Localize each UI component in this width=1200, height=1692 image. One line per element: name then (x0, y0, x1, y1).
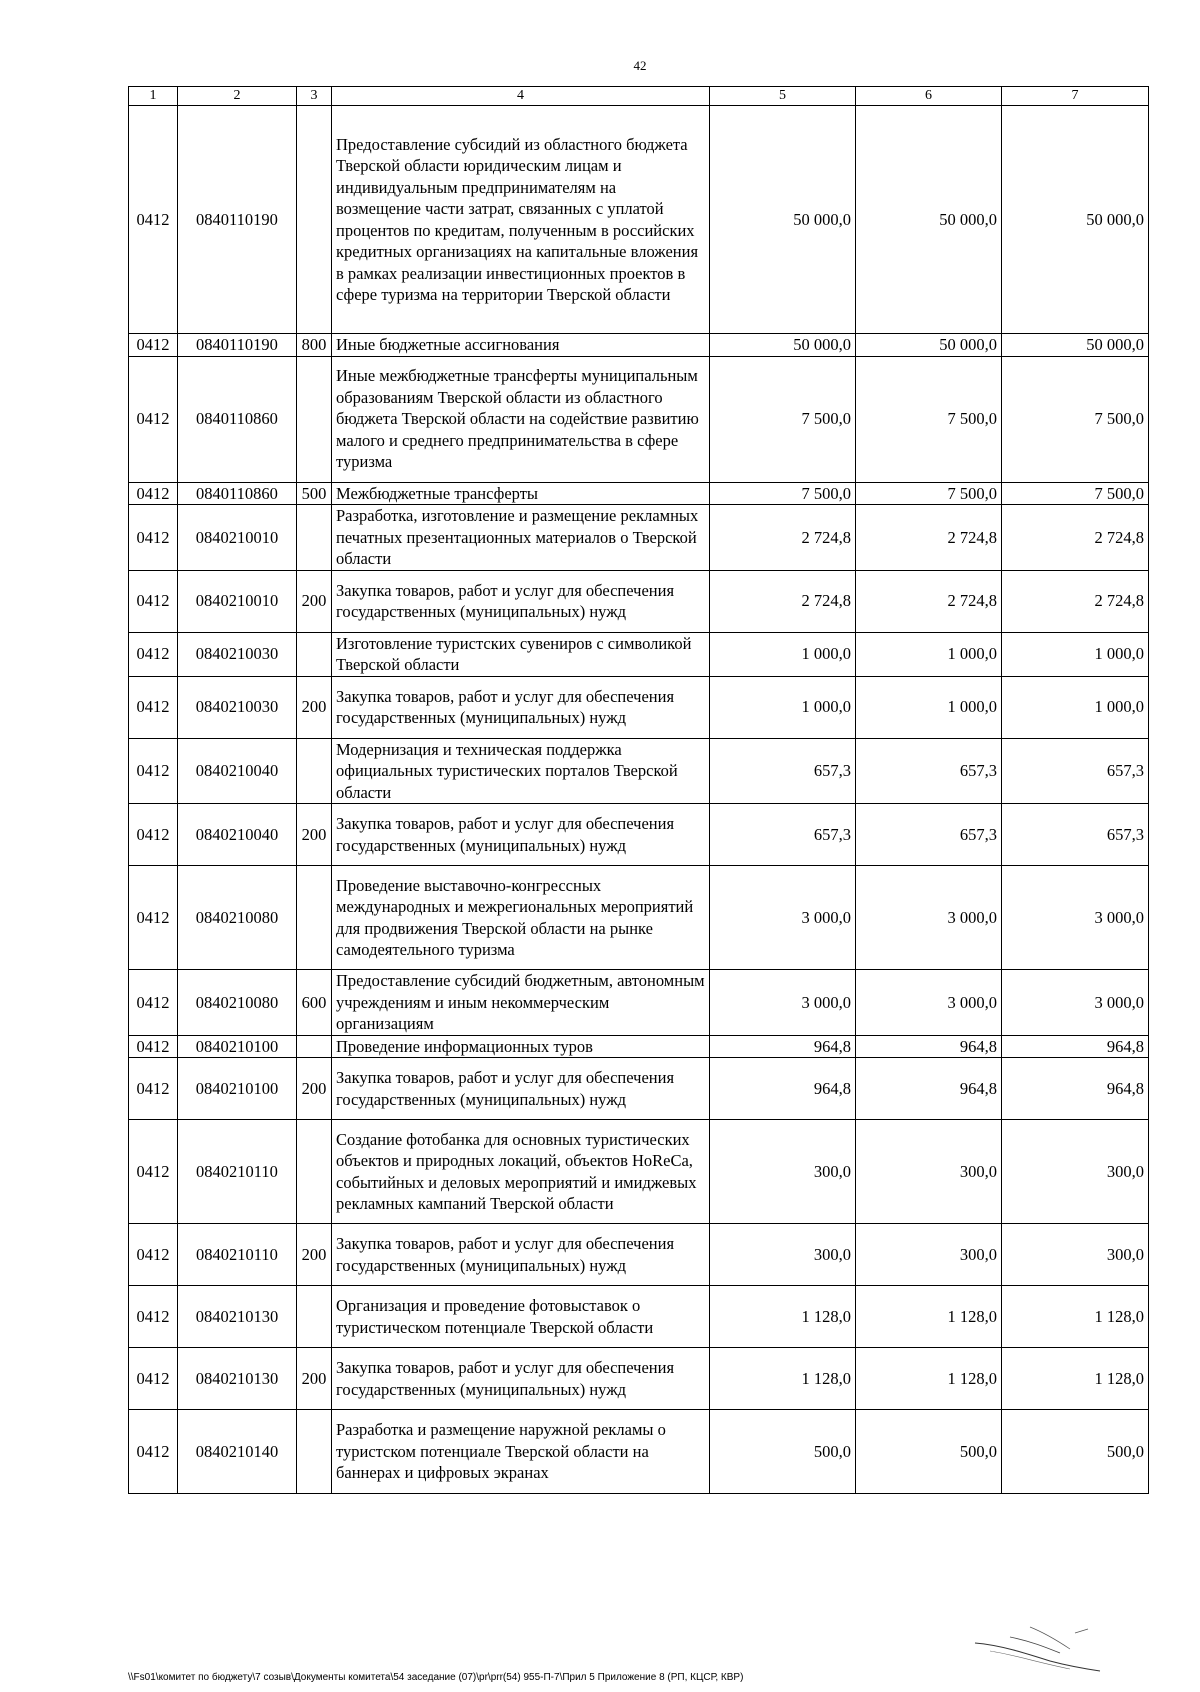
amount-cell-1: 3 000,0 (710, 970, 856, 1036)
amount-cell-1: 7 500,0 (710, 482, 856, 505)
item-name-cell: Проведение выставочно-конгрессных международных и межрегиональных мероприятий для продвижения Тверской области на рынке самодеятельного туризма (332, 866, 710, 970)
target-article-cell: 0840210080 (178, 866, 297, 970)
target-article-cell: 0840110860 (178, 482, 297, 505)
item-name-cell: Иные бюджетные ассигнования (332, 334, 710, 357)
amount-cell-2: 50 000,0 (856, 106, 1002, 334)
expense-type-cell (297, 632, 332, 676)
amount-cell-2: 657,3 (856, 738, 1002, 804)
item-name-cell: Модернизация и техническая поддержка официальных туристических порталов Тверской области (332, 738, 710, 804)
item-name-cell: Межбюджетные трансферты (332, 482, 710, 505)
section-code-cell: 0412 (129, 356, 178, 482)
amount-cell-1: 500,0 (710, 1410, 856, 1494)
expense-type-cell (297, 106, 332, 334)
target-article-cell: 0840210110 (178, 1120, 297, 1224)
header-col-4: 4 (332, 87, 710, 106)
target-article-cell: 0840210040 (178, 738, 297, 804)
section-code-cell: 0412 (129, 632, 178, 676)
amount-cell-1: 1 000,0 (710, 632, 856, 676)
expense-type-cell (297, 505, 332, 571)
target-article-cell: 0840210030 (178, 676, 297, 738)
expense-type-cell (297, 1286, 332, 1348)
amount-cell-3: 1 000,0 (1002, 632, 1149, 676)
section-code-cell: 0412 (129, 334, 178, 357)
target-article-cell: 0840210100 (178, 1058, 297, 1120)
amount-cell-1: 1 128,0 (710, 1286, 856, 1348)
table-row (129, 570, 1149, 632)
item-name-cell: Проведение информационных туров (332, 1035, 710, 1058)
amount-cell-1: 50 000,0 (710, 106, 856, 334)
amount-cell-2: 500,0 (856, 1410, 1002, 1494)
item-name-cell: Закупка товаров, работ и услуг для обеспечения государственных (муниципальных) нужд (332, 1058, 710, 1120)
header-col-7: 7 (1002, 87, 1149, 106)
amount-cell-1: 1 000,0 (710, 676, 856, 738)
section-code-cell: 0412 (129, 676, 178, 738)
amount-cell-3: 300,0 (1002, 1120, 1149, 1224)
target-article-cell: 0840210010 (178, 570, 297, 632)
item-name-cell: Закупка товаров, работ и услуг для обеспечения государственных (муниципальных) нужд (332, 1224, 710, 1286)
amount-cell-3: 657,3 (1002, 804, 1149, 866)
table-row (129, 356, 1149, 482)
header-col-5: 5 (710, 87, 856, 106)
table-body (129, 106, 1149, 1494)
amount-cell-1: 2 724,8 (710, 505, 856, 571)
amount-cell-3: 3 000,0 (1002, 866, 1149, 970)
amount-cell-1: 657,3 (710, 804, 856, 866)
table-row (129, 1035, 1149, 1058)
expense-type-cell: 800 (297, 334, 332, 357)
amount-cell-1: 300,0 (710, 1224, 856, 1286)
amount-cell-2: 300,0 (856, 1224, 1002, 1286)
amount-cell-2: 7 500,0 (856, 356, 1002, 482)
amount-cell-1: 3 000,0 (710, 866, 856, 970)
expense-type-cell (297, 356, 332, 482)
section-code-cell: 0412 (129, 866, 178, 970)
table-row (129, 505, 1149, 571)
expense-type-cell (297, 1035, 332, 1058)
section-code-cell: 0412 (129, 1035, 178, 1058)
amount-cell-2: 1 128,0 (856, 1286, 1002, 1348)
expense-type-cell (297, 738, 332, 804)
amount-cell-2: 2 724,8 (856, 570, 1002, 632)
target-article-cell: 0840210010 (178, 505, 297, 571)
amount-cell-1: 2 724,8 (710, 570, 856, 632)
header-col-2: 2 (178, 87, 297, 106)
item-name-cell: Организация и проведение фотовыставок о туристическом потенциале Тверской области (332, 1286, 710, 1348)
amount-cell-3: 2 724,8 (1002, 505, 1149, 571)
amount-cell-3: 964,8 (1002, 1058, 1149, 1120)
amount-cell-2: 1 000,0 (856, 632, 1002, 676)
table-row (129, 334, 1149, 357)
amount-cell-2: 1 128,0 (856, 1348, 1002, 1410)
amount-cell-3: 7 500,0 (1002, 482, 1149, 505)
amount-cell-2: 3 000,0 (856, 866, 1002, 970)
amount-cell-3: 300,0 (1002, 1224, 1149, 1286)
item-name-cell: Разработка и размещение наружной рекламы о туристском потенциале Тверской области на баннерах и цифровых экранах (332, 1410, 710, 1494)
target-article-cell: 0840210140 (178, 1410, 297, 1494)
target-article-cell: 0840210100 (178, 1035, 297, 1058)
target-article-cell: 0840210130 (178, 1286, 297, 1348)
target-article-cell: 0840210110 (178, 1224, 297, 1286)
amount-cell-1: 964,8 (710, 1058, 856, 1120)
amount-cell-1: 1 128,0 (710, 1348, 856, 1410)
amount-cell-2: 964,8 (856, 1035, 1002, 1058)
header-row (129, 87, 1149, 106)
section-code-cell: 0412 (129, 738, 178, 804)
signature-mark (970, 1615, 1110, 1675)
amount-cell-3: 1 000,0 (1002, 676, 1149, 738)
item-name-cell: Предоставление субсидий из областного бюджета Тверской области юридическим лицам и индивидуальным предпринимателям на возмещение части затрат, связанных с уплатой процентов по кредитам, полученным в российских кредитных организациях на капитальные вложения в рамках реализации инвестиционных проектов в сфере туризма на территории Тверской области (332, 106, 710, 334)
table-row (129, 1348, 1149, 1410)
amount-cell-2: 657,3 (856, 804, 1002, 866)
amount-cell-3: 3 000,0 (1002, 970, 1149, 1036)
amount-cell-3: 500,0 (1002, 1410, 1149, 1494)
section-code-cell: 0412 (129, 1224, 178, 1286)
target-article-cell: 0840110190 (178, 106, 297, 334)
amount-cell-3: 964,8 (1002, 1035, 1149, 1058)
item-name-cell: Создание фотобанка для основных туристических объектов и природных локаций, объектов HoReCa, событийных и деловых мероприятий и имиджевых рекламных кампаний Тверской области (332, 1120, 710, 1224)
table-row (129, 1058, 1149, 1120)
target-article-cell: 0840110860 (178, 356, 297, 482)
amount-cell-3: 1 128,0 (1002, 1286, 1149, 1348)
target-article-cell: 0840210080 (178, 970, 297, 1036)
amount-cell-3: 1 128,0 (1002, 1348, 1149, 1410)
target-article-cell: 0840210130 (178, 1348, 297, 1410)
amount-cell-3: 2 724,8 (1002, 570, 1149, 632)
amount-cell-1: 300,0 (710, 1120, 856, 1224)
target-article-cell: 0840210040 (178, 804, 297, 866)
section-code-cell: 0412 (129, 1348, 178, 1410)
expense-type-cell: 200 (297, 1348, 332, 1410)
expense-type-cell: 200 (297, 1224, 332, 1286)
table-row (129, 1120, 1149, 1224)
footer-file-path: \\Fs01\комитет по бюджету\7 созыв\Документы комитета\54 заседание (07)\pr\prr(54) 955-П-7\Прил 5 Приложение 8 (РП, КЦСР, КВР) (128, 1672, 744, 1683)
section-code-cell: 0412 (129, 804, 178, 866)
expense-type-cell: 200 (297, 804, 332, 866)
table-row (129, 1410, 1149, 1494)
expense-type-cell (297, 866, 332, 970)
amount-cell-1: 50 000,0 (710, 334, 856, 357)
item-name-cell: Разработка, изготовление и размещение рекламных печатных презентационных материалов о Тверской области (332, 505, 710, 571)
item-name-cell: Изготовление туристских сувениров с символикой Тверской области (332, 632, 710, 676)
amount-cell-1: 964,8 (710, 1035, 856, 1058)
target-article-cell: 0840110190 (178, 334, 297, 357)
item-name-cell: Закупка товаров, работ и услуг для обеспечения государственных (муниципальных) нужд (332, 676, 710, 738)
expense-type-cell: 200 (297, 570, 332, 632)
amount-cell-1: 7 500,0 (710, 356, 856, 482)
page-number: 42 (633, 58, 647, 73)
header-col-1: 1 (129, 87, 178, 106)
section-code-cell: 0412 (129, 570, 178, 632)
section-code-cell: 0412 (129, 482, 178, 505)
amount-cell-2: 1 000,0 (856, 676, 1002, 738)
section-code-cell: 0412 (129, 1120, 178, 1224)
table-row (129, 866, 1149, 970)
table-row (129, 970, 1149, 1036)
header-col-6: 6 (856, 87, 1002, 106)
amount-cell-2: 964,8 (856, 1058, 1002, 1120)
table-row (129, 482, 1149, 505)
item-name-cell: Закупка товаров, работ и услуг для обеспечения государственных (муниципальных) нужд (332, 1348, 710, 1410)
section-code-cell: 0412 (129, 1410, 178, 1494)
table-row (129, 804, 1149, 866)
section-code-cell: 0412 (129, 106, 178, 334)
amount-cell-3: 657,3 (1002, 738, 1149, 804)
expense-type-cell: 600 (297, 970, 332, 1036)
table-row (129, 1224, 1149, 1286)
table-row (129, 106, 1149, 334)
amount-cell-2: 50 000,0 (856, 334, 1002, 357)
expense-type-cell: 200 (297, 676, 332, 738)
amount-cell-2: 2 724,8 (856, 505, 1002, 571)
target-article-cell: 0840210030 (178, 632, 297, 676)
section-code-cell: 0412 (129, 1286, 178, 1348)
amount-cell-2: 7 500,0 (856, 482, 1002, 505)
expense-type-cell: 200 (297, 1058, 332, 1120)
amount-cell-2: 300,0 (856, 1120, 1002, 1224)
item-name-cell: Закупка товаров, работ и услуг для обеспечения государственных (муниципальных) нужд (332, 570, 710, 632)
table-row (129, 738, 1149, 804)
budget-table (128, 86, 1149, 1494)
section-code-cell: 0412 (129, 970, 178, 1036)
item-name-cell: Закупка товаров, работ и услуг для обеспечения государственных (муниципальных) нужд (332, 804, 710, 866)
item-name-cell: Предоставление субсидий бюджетным, автономным учреждениям и иным некоммерческим организациям (332, 970, 710, 1036)
amount-cell-1: 657,3 (710, 738, 856, 804)
item-name-cell: Иные межбюджетные трансферты муниципальным образованиям Тверской области из областного бюджета Тверской области на содействие развитию малого и среднего предпринимательства в сфере туризма (332, 356, 710, 482)
section-code-cell: 0412 (129, 1058, 178, 1120)
section-code-cell: 0412 (129, 505, 178, 571)
amount-cell-3: 50 000,0 (1002, 334, 1149, 357)
expense-type-cell (297, 1120, 332, 1224)
expense-type-cell (297, 1410, 332, 1494)
table-row (129, 676, 1149, 738)
amount-cell-3: 7 500,0 (1002, 356, 1149, 482)
table-row (129, 1286, 1149, 1348)
amount-cell-3: 50 000,0 (1002, 106, 1149, 334)
header-col-3: 3 (297, 87, 332, 106)
amount-cell-2: 3 000,0 (856, 970, 1002, 1036)
table-row (129, 632, 1149, 676)
expense-type-cell: 500 (297, 482, 332, 505)
